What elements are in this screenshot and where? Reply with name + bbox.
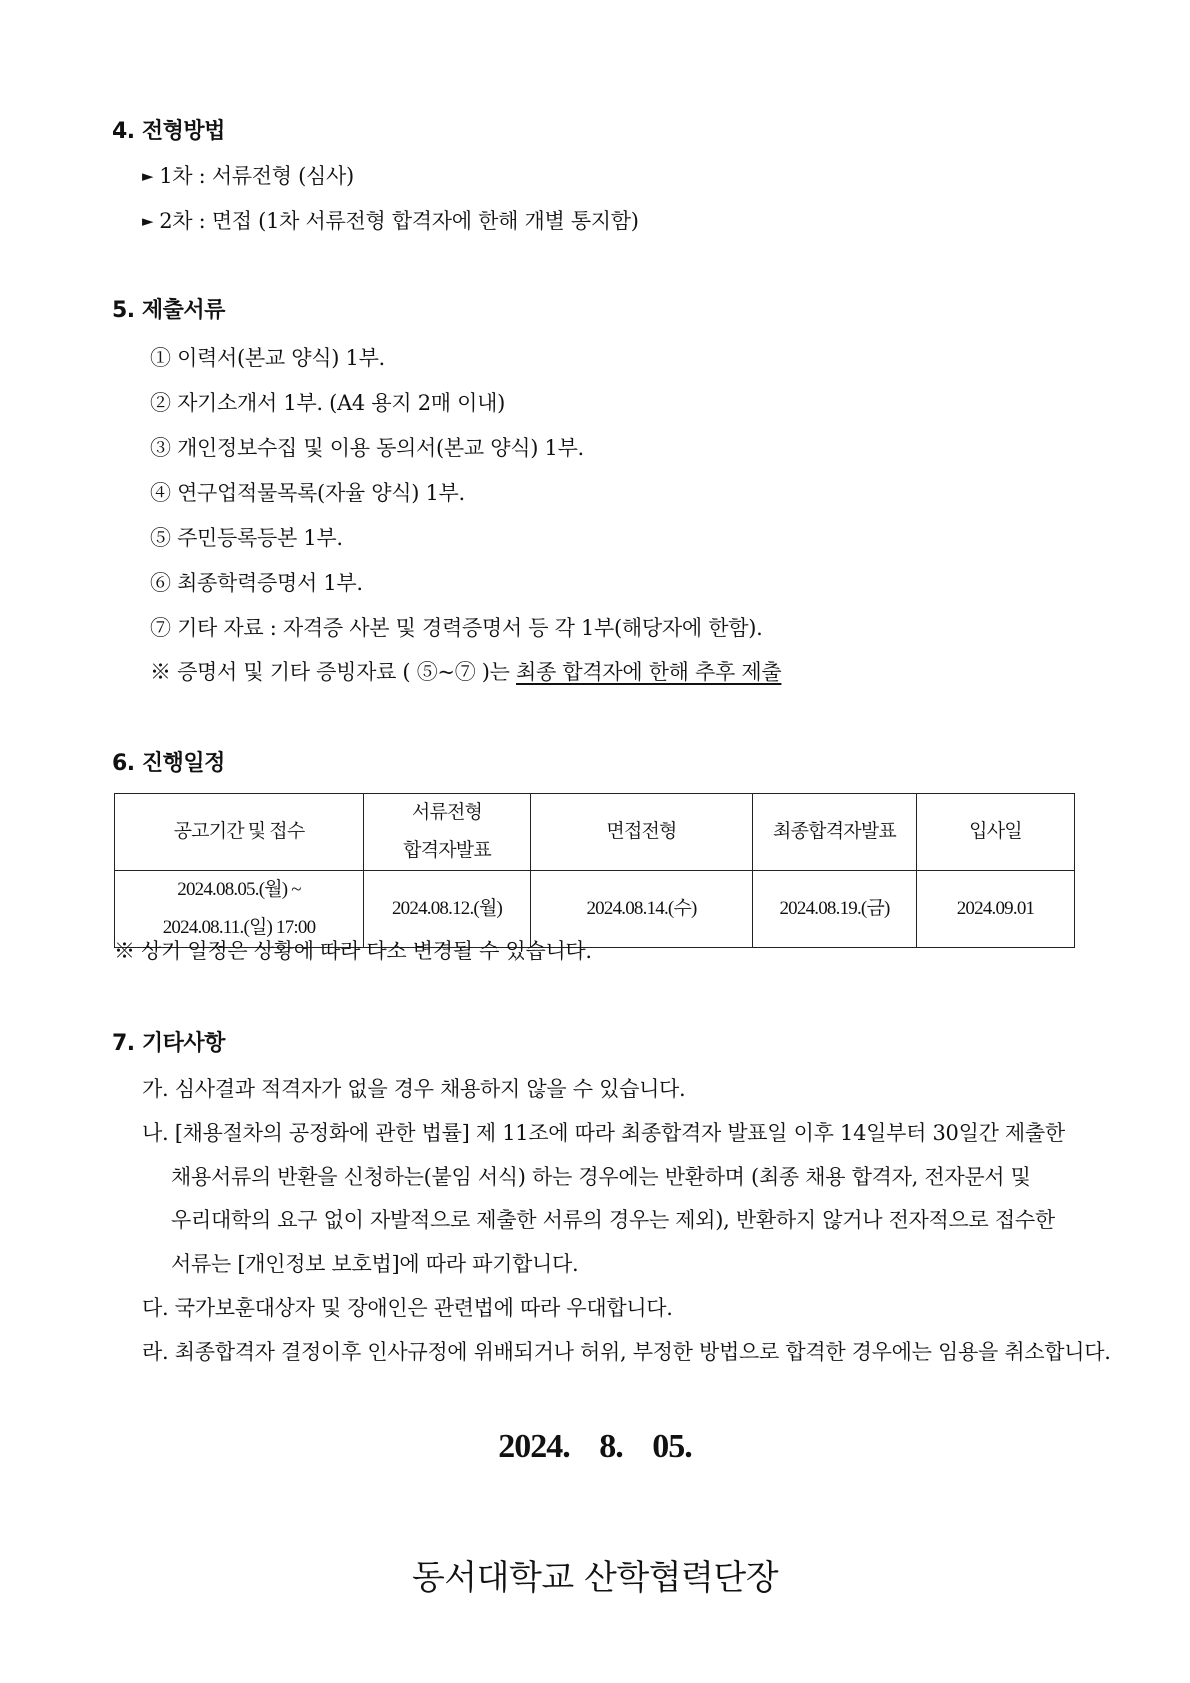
table-header-cell: 입사일 (917, 794, 1075, 871)
submission-note: ※ 증명서 및 기타 증빙자료 ( ⑤~⑦ )는 최종 합격자에 한해 추후 제출 (150, 660, 782, 684)
list-item: 가. 심사결과 적격자가 없을 경우 채용하지 않을 수 있습니다. (142, 1077, 686, 1101)
table-cell: 2024.08.05.(월) ~ 2024.08.11.(일) 17:00 (115, 871, 364, 948)
triangle-bullet-icon: ► (142, 167, 154, 185)
section4-heading: 4. 전형방법 (112, 119, 225, 144)
section6-heading: 6. 진행일정 (112, 751, 225, 776)
table-header-cell: 서류전형 합격자발표 (364, 794, 531, 871)
list-item: ③ 개인정보수집 및 이용 동의서(본교 양식) 1부. (150, 436, 584, 460)
list-item: ② 자기소개서 1부. (A4 용지 2매 이내) (150, 391, 506, 415)
issuer-name: 동서대학교 산학협력단장 (411, 1558, 779, 1598)
list-item-continuation: 서류는 [개인정보 보호법]에 따라 파기합니다. (171, 1252, 579, 1276)
list-item-continuation: 채용서류의 반환을 신청하는(붙임 서식) 하는 경우에는 반환하며 (최종 채용 합격자, 전자문서 및 (171, 1165, 1031, 1189)
table-header-cell: 최종합격자발표 (753, 794, 917, 871)
list-item: 나. [채용절차의 공정화에 관한 법률] 제 11조에 따라 최종합격자 발표일 이후 14일부터 30일간 제출한 (142, 1121, 1065, 1145)
table-cell: 2024.08.12.(월) (364, 871, 531, 948)
list-item: 라. 최종합격자 결정이후 인사규정에 위배되거나 허위, 부정한 방법으로 합격한 경우에는 임용을 취소합니다. (142, 1340, 1111, 1364)
section7-heading: 7. 기타사항 (112, 1031, 225, 1056)
table-header-cell: 공고기간 및 접수 (115, 794, 364, 871)
table-header-row (115, 794, 1075, 871)
table-header-cell: 면접전형 (531, 794, 753, 871)
list-item: ► 1차 : 서류전형 (심사) (142, 164, 354, 188)
document-date: 2024. 8. 05. (498, 1428, 692, 1465)
section5-heading: 5. 제출서류 (112, 298, 225, 323)
table-cell: 2024.09.01 (917, 871, 1075, 948)
table-cell: 2024.08.19.(금) (753, 871, 917, 948)
list-item-continuation: 우리대학의 요구 없이 자발적으로 제출한 서류의 경우는 제외), 반환하지 않거나 전자적으로 접수한 (171, 1208, 1055, 1232)
list-item: ⑤ 주민등록등본 1부. (150, 526, 343, 550)
list-item: ① 이력서(본교 양식) 1부. (150, 346, 385, 370)
underlined-note: 최종 합격자에 한해 추후 제출 (516, 660, 782, 684)
list-item: ⑦ 기타 자료 : 자격증 사본 및 경력증명서 등 각 1부(해당자에 한함). (150, 616, 763, 640)
list-item: 다. 국가보훈대상자 및 장애인은 관련법에 따라 우대합니다. (142, 1296, 673, 1320)
list-item: ④ 연구업적물목록(자율 양식) 1부. (150, 481, 465, 505)
schedule-note: ※ 상기 일정은 상황에 따라 다소 변경될 수 있습니다. (114, 939, 592, 963)
triangle-bullet-icon: ► (142, 212, 154, 230)
list-item: ► 2차 : 면접 (1차 서류전형 합격자에 한해 개별 통지함) (142, 209, 639, 233)
schedule-table (114, 793, 1075, 948)
list-item: ⑥ 최종학력증명서 1부. (150, 571, 363, 595)
table-cell: 2024.08.14.(수) (531, 871, 753, 948)
